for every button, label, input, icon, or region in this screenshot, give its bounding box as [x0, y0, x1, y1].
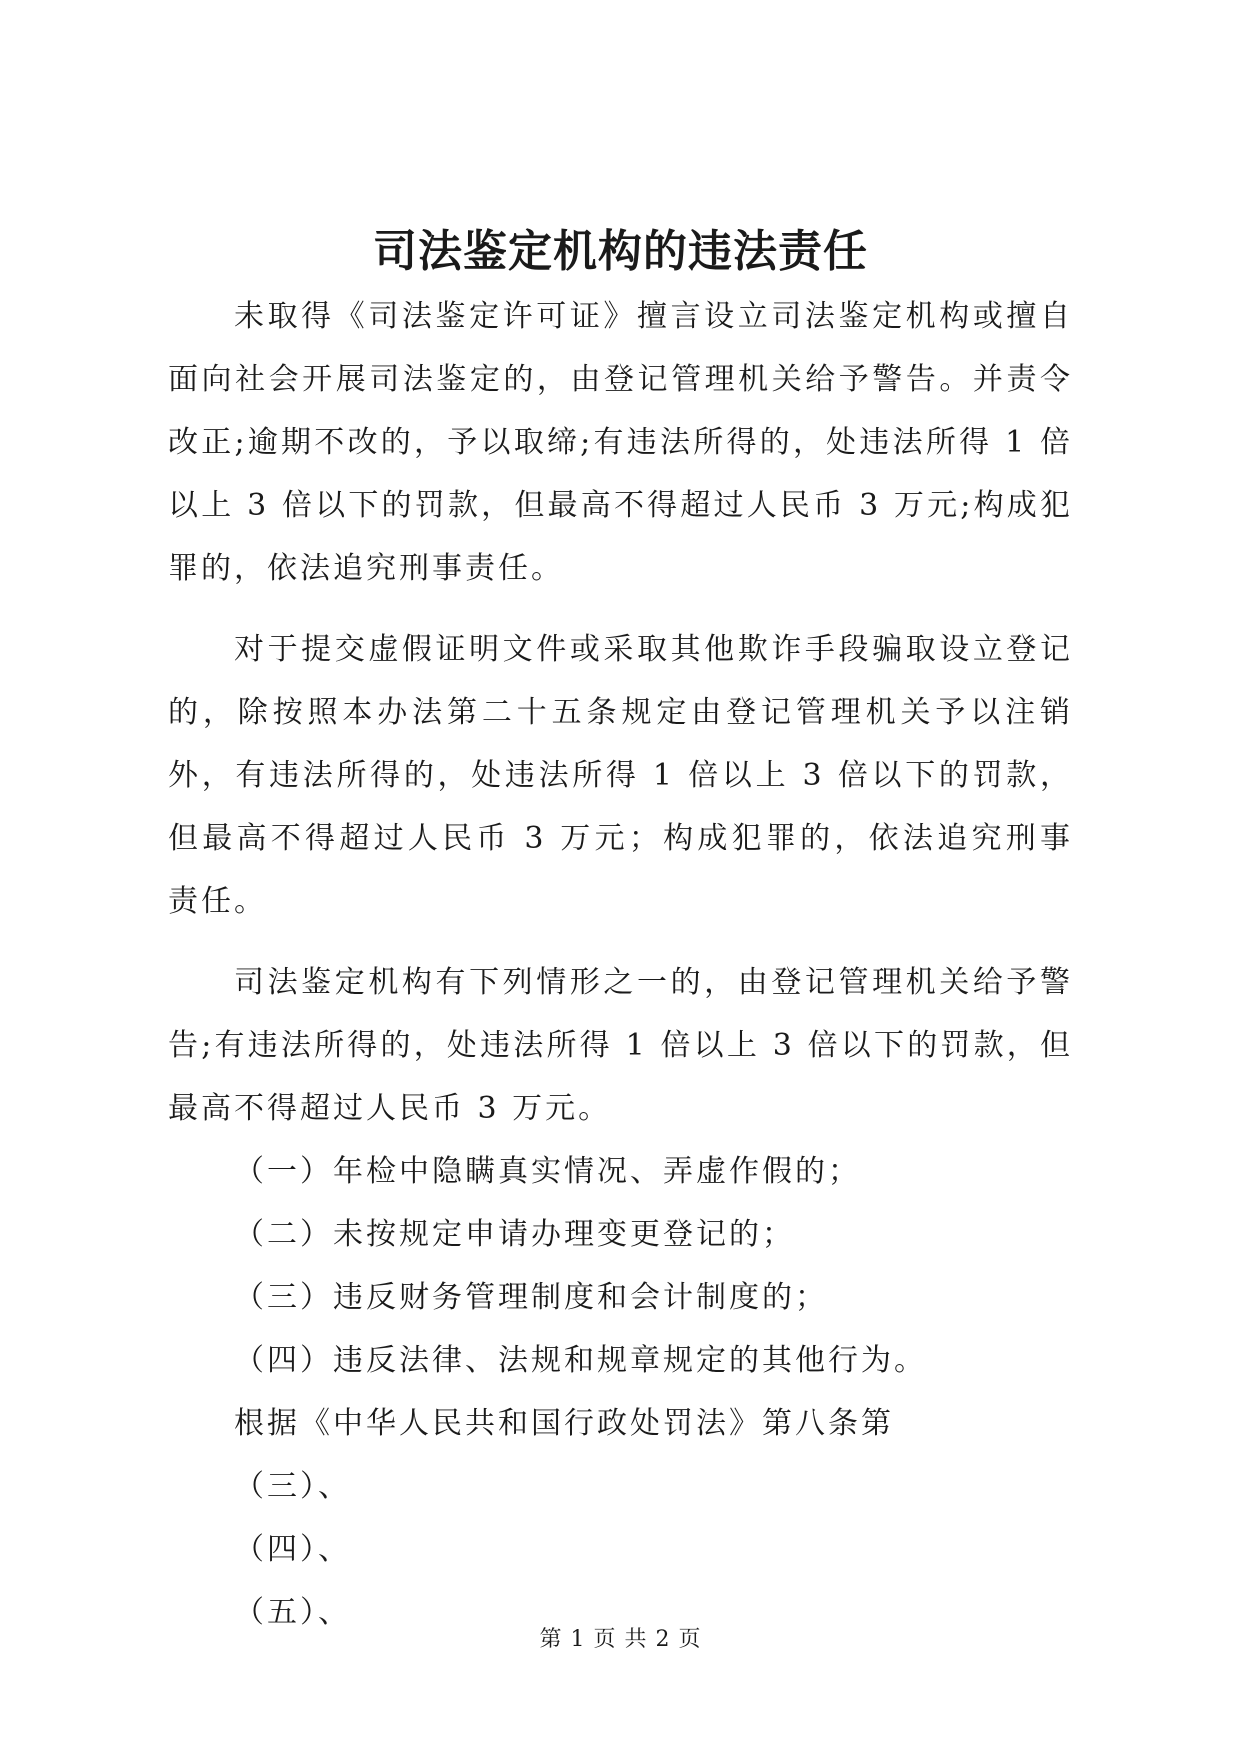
document-body	[168, 285, 1073, 1644]
paragraph-warning-circumstances: 司法鉴定机构有下列情形之一的，由登记管理机关给予警告;有违法所得的，处违法所得 1 倍以上 3 倍以下的罚款，但最高不得超过人民币 3 万元。	[168, 965, 1073, 1126]
list-item: （四）违反法律、法规和规章规定的其他行为。	[234, 1343, 927, 1378]
paragraph-unlicensed-establishment: 未取得《司法鉴定许可证》擅言设立司法鉴定机构或擅自面向社会开展司法鉴定的，由登记管理机关给予警告。并责令改正;逾期不改的，予以取缔;有违法所得的，处违法所得 1 倍以上 3 倍以下的罚款，但最高不得超过人民币 3 万元;构成犯罪的，依法追究刑事责任。	[168, 299, 1073, 586]
list-item: （五）、	[234, 1595, 351, 1630]
list-item: （三）违反财务管理制度和会计制度的；	[234, 1280, 828, 1315]
page-number-footer: 第 1 页 共 2 页	[539, 1627, 702, 1652]
paragraph-fraudulent-registration: 对于提交虚假证明文件或采取其他欺诈手段骗取设立登记的，除按照本办法第二十五条规定由登记管理机关予以注销外，有违法所得的，处违法所得 1 倍以上 3 倍以下的罚款，但最高不得超过人民币 3 万元；构成犯罪的，依法追究刑事责任。	[168, 632, 1073, 919]
list-item: （二）未按规定申请办理变更登记的；	[234, 1217, 795, 1252]
list-item: （三）、	[234, 1469, 351, 1504]
list-item: （一）年检中隐瞒真实情况、弄虚作假的；	[234, 1154, 861, 1189]
legal-basis-line: 根据《中华人民共和国行政处罚法》第八条第	[234, 1406, 894, 1441]
document-title: 司法鉴定机构的违法责任	[373, 226, 868, 277]
list-item: （四）、	[234, 1532, 351, 1567]
